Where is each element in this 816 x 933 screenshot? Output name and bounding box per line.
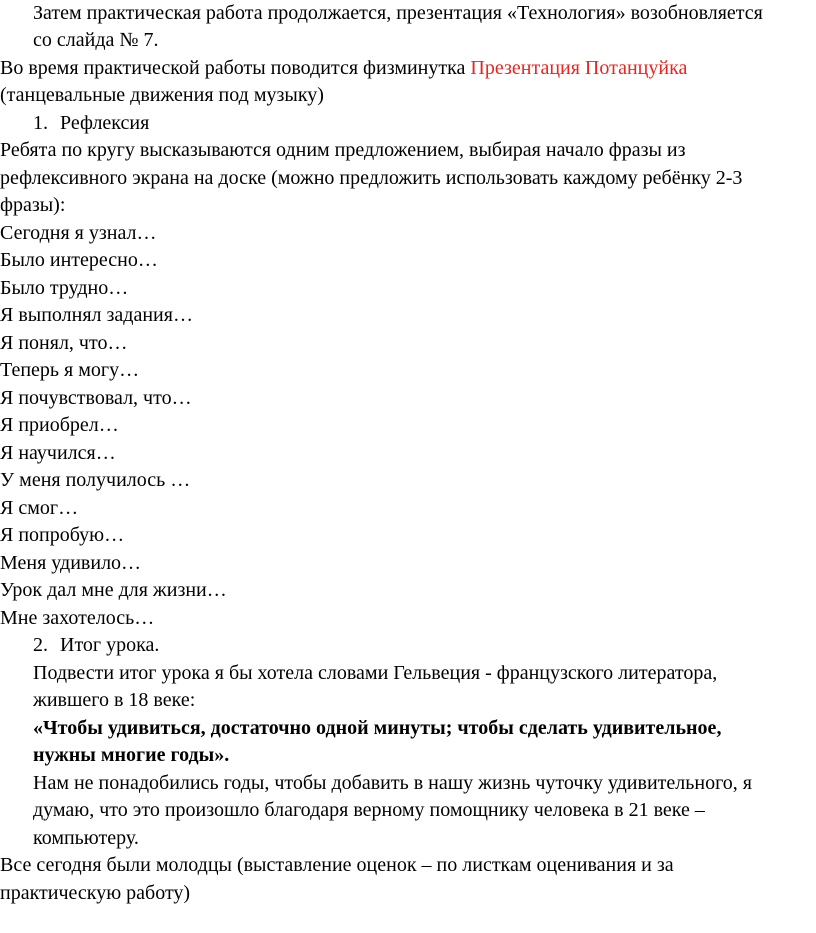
paragraph-3-line-2: рефлексивного экрана на доске (можно предложить использовать каждому ребёнку 2-3: [0, 167, 743, 189]
paragraph-4-line-1: Все сегодня были молодцы (выставление оценок – по листкам оценивания и за: [0, 854, 674, 876]
list-item-1-number: 1.: [33, 112, 48, 134]
phrase-5: Я понял, что…: [0, 332, 128, 354]
paragraph-3-line-1: Ребята по кругу высказываются одним предложением, выбирая начало фразы из: [0, 139, 686, 161]
phrase-6: Теперь я могу…: [0, 359, 140, 381]
summary-after-line-2: думаю, что это произошло благодаря верному помощнику человека в 21 веке –: [33, 799, 705, 821]
phrase-14: Урок дал мне для жизни…: [0, 579, 227, 601]
list-item-1: [0, 110, 816, 137]
presentation-link[interactable]: Презентация Потанцуйка: [470, 57, 688, 79]
phrase-15: Мне захотелось…: [0, 607, 155, 629]
phrase-11: Я смог…: [0, 497, 79, 519]
list-item-1-label: Рефлексия: [60, 112, 150, 134]
phrase-2: Было интересно…: [0, 249, 158, 271]
list-item-2: [0, 632, 816, 659]
phrase-12: Я попробую…: [0, 524, 125, 546]
paragraph-3-line-3: фразы):: [0, 194, 66, 216]
phrase-10: У меня получилось …: [0, 469, 191, 491]
list-item-2-label: Итог урока.: [60, 634, 160, 656]
summary-intro-line-2: жившего в 18 веке:: [33, 689, 196, 711]
phrase-1: Сегодня я узнал…: [0, 222, 157, 244]
phrase-9: Я научился…: [0, 442, 116, 464]
summary-intro-line-1: Подвести итог урока я бы хотела словами Гельвеция - французского литератора,: [33, 662, 718, 684]
phrase-13: Меня удивило…: [0, 552, 142, 574]
paragraph-2-line-2: (танцевальные движения под музыку): [0, 84, 324, 106]
phrase-7: Я почувствовал, что…: [0, 387, 192, 409]
paragraph-1-line-1: Затем практическая работа продолжается, презентация «Технология» возобновляется: [33, 2, 763, 24]
phrase-8: Я приобрел…: [0, 414, 119, 436]
phrase-4: Я выполнял задания…: [0, 304, 193, 326]
quote-line-2: нужны многие годы».: [33, 744, 230, 766]
summary-after-line-3: компьютеру.: [33, 827, 139, 849]
list-item-2-number: 2.: [33, 634, 48, 656]
paragraph-2-line-1: [0, 55, 687, 82]
paragraph-2-text: Во время практической работы поводится физминутка: [0, 57, 471, 79]
quote-line-1: «Чтобы удивиться, достаточно одной минуты; чтобы сделать удивительное,: [33, 717, 722, 739]
summary-after-line-1: Нам не понадобились годы, чтобы добавить в нашу жизнь чуточку удивительного, я: [33, 772, 752, 794]
paragraph-4-line-2: практическую работу): [0, 882, 191, 904]
paragraph-1-line-2: со слайда № 7.: [33, 29, 159, 51]
phrase-3: Было трудно…: [0, 277, 129, 299]
